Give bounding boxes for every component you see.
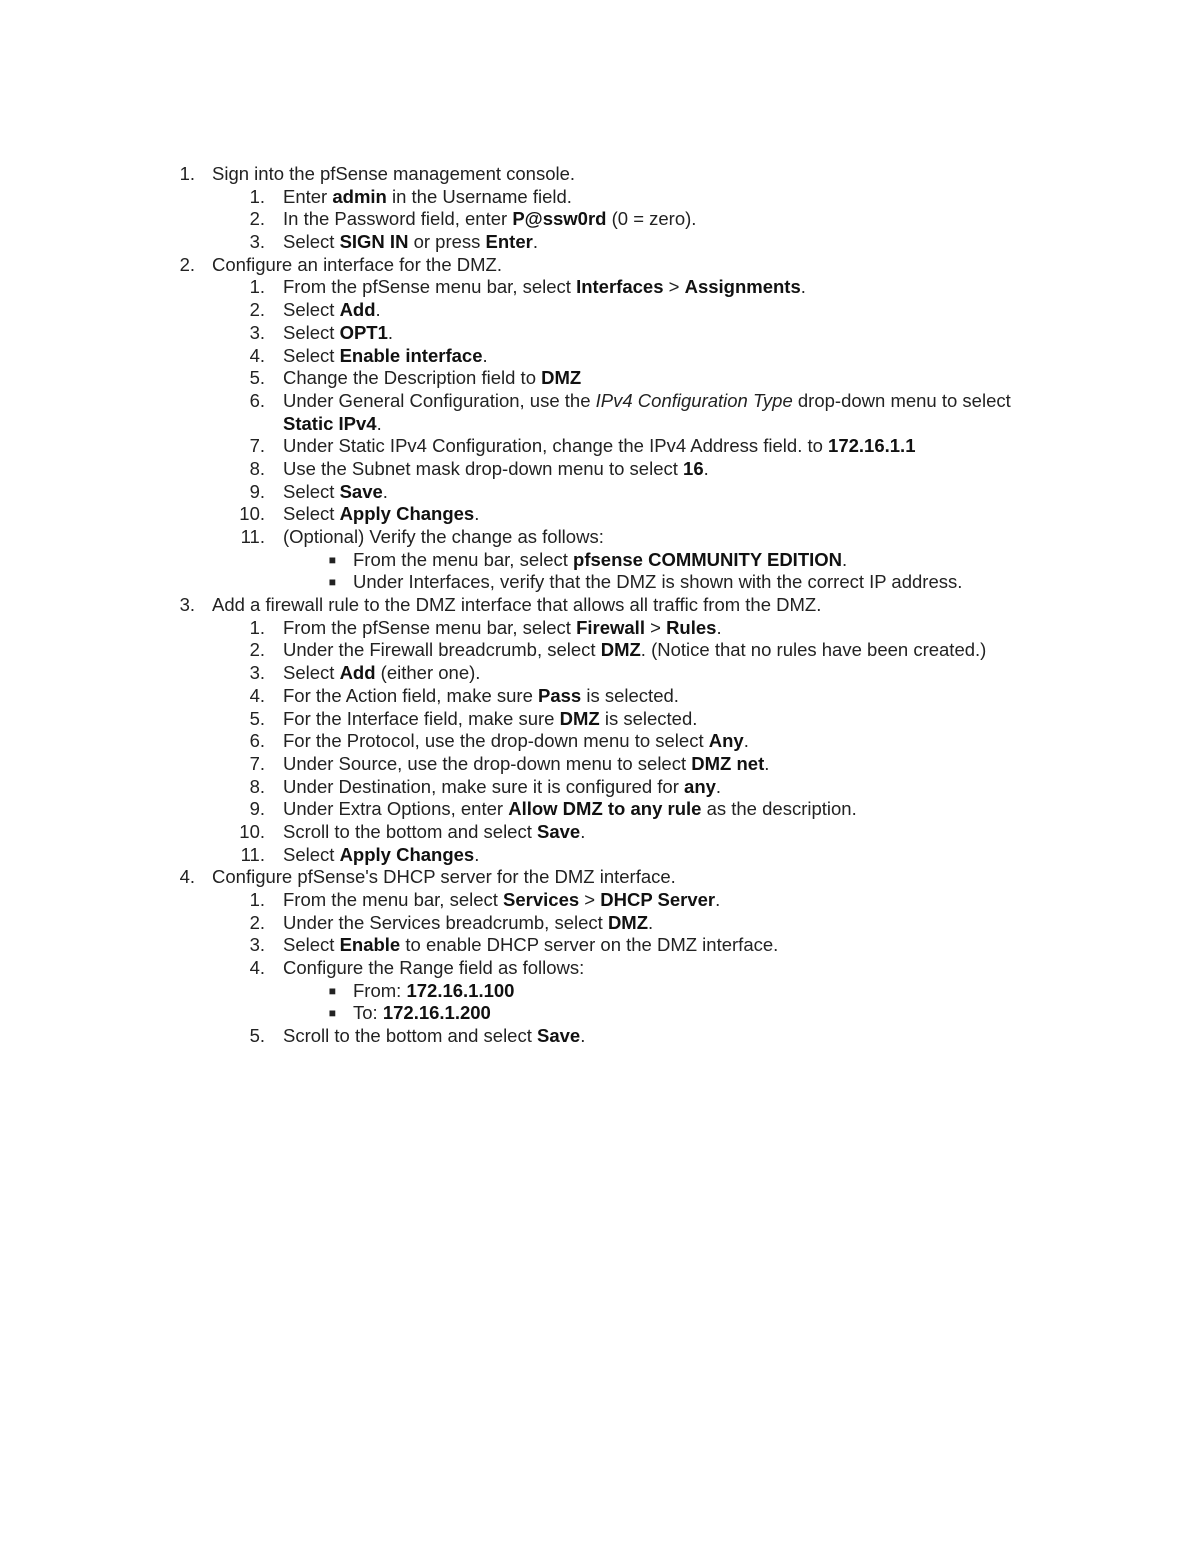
step-item bbox=[0, 1025, 1200, 1048]
step-item bbox=[0, 934, 1200, 957]
bold-term: DMZ bbox=[607, 911, 649, 933]
step-item bbox=[0, 367, 1200, 390]
text-run: . bbox=[474, 843, 480, 865]
step-item bbox=[0, 322, 1200, 345]
text-run: . (Notice that no rules have been created.) bbox=[640, 639, 987, 661]
text-run: For the Interface field, make sure bbox=[283, 707, 560, 729]
bold-term: Apply Changes bbox=[339, 843, 475, 865]
step-number: 10. bbox=[239, 820, 265, 842]
step-item bbox=[0, 231, 1200, 254]
step-text-continued bbox=[283, 413, 382, 436]
step-number: 4. bbox=[249, 344, 265, 366]
step-text bbox=[283, 276, 806, 299]
text-run: Under Interfaces, verify that the DMZ is shown with the correct IP address. bbox=[353, 571, 963, 593]
text-run: (0 = zero). bbox=[606, 208, 697, 230]
section-title: Add a firewall rule to the DMZ interface that allows all traffic from the DMZ. bbox=[212, 594, 822, 616]
step-item bbox=[0, 186, 1200, 209]
step-item bbox=[0, 639, 1200, 662]
step-text bbox=[283, 390, 1011, 413]
step-item bbox=[0, 730, 1200, 753]
bold-term: Firewall bbox=[576, 616, 645, 638]
step-number: 2. bbox=[249, 911, 265, 933]
bullet-text bbox=[353, 571, 962, 594]
step-text bbox=[283, 685, 679, 708]
text-run: . bbox=[716, 616, 722, 638]
step-number: 7. bbox=[249, 752, 265, 774]
section-item bbox=[0, 254, 1200, 277]
step-item bbox=[0, 662, 1200, 685]
text-run: . bbox=[648, 911, 654, 933]
step-number: 2. bbox=[249, 639, 265, 661]
text-run: . bbox=[387, 321, 394, 343]
step-item bbox=[0, 753, 1200, 776]
text-run: . bbox=[375, 299, 381, 321]
step-text bbox=[283, 821, 585, 844]
step-text bbox=[283, 322, 393, 345]
text-run: To: bbox=[353, 1002, 383, 1024]
step-text bbox=[283, 208, 696, 231]
text-run: . bbox=[474, 503, 480, 525]
text-run: Select bbox=[283, 480, 340, 502]
section-title: Configure an interface for the DMZ. bbox=[212, 253, 502, 275]
text-run: Under Destination, make sure it is configured for bbox=[283, 775, 685, 797]
step-text bbox=[283, 458, 709, 481]
step-number: 5. bbox=[249, 1025, 265, 1047]
bold-term: Save bbox=[537, 1025, 581, 1047]
text-run: Under General Configuration, use the bbox=[283, 389, 596, 411]
text-run: Enter bbox=[283, 185, 333, 207]
section-number: 2. bbox=[179, 253, 195, 275]
bold-term: Any bbox=[708, 730, 744, 752]
step-item bbox=[0, 912, 1200, 935]
step-number: 1. bbox=[249, 889, 265, 910]
step-continuation bbox=[0, 413, 1200, 436]
step-item bbox=[0, 390, 1200, 413]
text-run: Under the Firewall breadcrumb, select bbox=[283, 639, 601, 661]
step-number: 6. bbox=[249, 730, 265, 752]
text-run: From the menu bar, select bbox=[283, 889, 504, 910]
step-text bbox=[283, 753, 769, 776]
text-run: Scroll to the bottom and select bbox=[283, 1025, 537, 1047]
step-text bbox=[283, 299, 381, 322]
section-title: Sign into the pfSense management console. bbox=[212, 163, 576, 184]
step-item bbox=[0, 708, 1200, 731]
bold-term: Assignments bbox=[684, 276, 801, 298]
step-item bbox=[0, 435, 1200, 458]
text-run: or press bbox=[408, 231, 486, 253]
section-number: 4. bbox=[179, 866, 195, 888]
text-run: . bbox=[800, 276, 806, 298]
bold-term: OPT1 bbox=[339, 321, 388, 343]
step-item bbox=[0, 821, 1200, 844]
step-number: 4. bbox=[249, 957, 265, 979]
step-text bbox=[283, 435, 916, 458]
text-run: Use the Subnet mask drop-down menu to select bbox=[283, 457, 684, 479]
bold-term: DMZ net bbox=[691, 752, 765, 774]
text-run: Select bbox=[283, 662, 340, 684]
square-bullet-icon: ■ bbox=[328, 1006, 336, 1021]
text-run: Scroll to the bottom and select bbox=[283, 820, 537, 842]
section-title: Configure pfSense's DHCP server for the DMZ interface. bbox=[212, 866, 676, 888]
step-text bbox=[283, 503, 479, 526]
step-text bbox=[283, 1025, 585, 1048]
text-run: drop-down menu to select bbox=[792, 389, 1011, 411]
step-number: 2. bbox=[249, 299, 265, 321]
step-number: 9. bbox=[249, 798, 265, 820]
step-text bbox=[283, 934, 778, 957]
bold-term: SIGN IN bbox=[339, 231, 409, 253]
step-number: 8. bbox=[249, 775, 265, 797]
square-bullet-icon: ■ bbox=[328, 552, 336, 567]
section-number: 3. bbox=[179, 594, 195, 616]
bold-term: pfsense COMMUNITY EDITION bbox=[573, 548, 843, 570]
instruction-document bbox=[0, 163, 1200, 1048]
text-run: Under Extra Options, enter bbox=[283, 798, 509, 820]
italic-term: IPv4 Configuration Type bbox=[595, 389, 793, 411]
step-item bbox=[0, 844, 1200, 867]
step-number: 3. bbox=[249, 934, 265, 956]
text-run: . bbox=[842, 548, 848, 570]
sub-bullet-item bbox=[0, 1002, 1200, 1025]
step-text bbox=[283, 639, 986, 662]
sub-bullet-item bbox=[0, 980, 1200, 1003]
step-number: 3. bbox=[249, 321, 265, 343]
text-run: Under the Services breadcrumb, select bbox=[283, 911, 608, 933]
step-item bbox=[0, 957, 1200, 980]
text-run: to enable DHCP server on the DMZ interface. bbox=[400, 934, 779, 956]
step-item bbox=[0, 685, 1200, 708]
step-number: 1. bbox=[249, 616, 265, 638]
text-run: Select bbox=[283, 503, 340, 525]
bold-term: any bbox=[684, 775, 716, 797]
text-run: Select bbox=[283, 231, 340, 253]
bold-term: DHCP Server bbox=[600, 889, 716, 910]
bold-term: Interfaces bbox=[576, 276, 664, 298]
step-text bbox=[283, 345, 488, 368]
bold-term: Save bbox=[537, 820, 581, 842]
step-number: 4. bbox=[249, 684, 265, 706]
step-number: 7. bbox=[249, 435, 265, 457]
text-run: For the Action field, make sure bbox=[283, 684, 539, 706]
bold-term: Add bbox=[339, 299, 376, 321]
step-item bbox=[0, 276, 1200, 299]
bold-term: Static IPv4 bbox=[283, 412, 377, 434]
step-text bbox=[283, 957, 584, 980]
bold-term: 172.16.1.200 bbox=[382, 1002, 491, 1024]
square-bullet-icon: ■ bbox=[328, 575, 336, 590]
section-item bbox=[0, 163, 1200, 186]
bold-term: Rules bbox=[666, 616, 717, 638]
text-run: From the menu bar, select bbox=[353, 548, 574, 570]
bold-term: Enable bbox=[339, 934, 401, 956]
step-item bbox=[0, 458, 1200, 481]
text-run: > bbox=[644, 616, 667, 638]
section-item bbox=[0, 594, 1200, 617]
step-text bbox=[283, 798, 857, 821]
step-text bbox=[283, 617, 722, 640]
step-item bbox=[0, 299, 1200, 322]
text-run: . bbox=[703, 457, 709, 479]
bold-term: 16 bbox=[683, 457, 704, 479]
text-run: . bbox=[382, 480, 388, 502]
step-text bbox=[283, 662, 480, 685]
text-run: (either one). bbox=[375, 662, 481, 684]
step-item bbox=[0, 617, 1200, 640]
sub-bullet-item bbox=[0, 571, 1200, 594]
square-bullet-icon: ■ bbox=[328, 983, 336, 998]
text-run: is selected. bbox=[599, 707, 698, 729]
bold-term: DMZ bbox=[600, 639, 641, 661]
text-run: > bbox=[663, 276, 685, 298]
bold-term: 172.16.1.100 bbox=[406, 979, 515, 1001]
bold-term: Services bbox=[503, 889, 580, 910]
step-item bbox=[0, 889, 1200, 912]
text-run: Select bbox=[283, 299, 340, 321]
bullet-text bbox=[353, 980, 514, 1003]
text-run: . bbox=[482, 344, 488, 366]
step-text bbox=[283, 186, 572, 209]
step-item bbox=[0, 503, 1200, 526]
step-number: 3. bbox=[249, 231, 265, 253]
text-run: Select bbox=[283, 934, 340, 956]
text-run: Select bbox=[283, 344, 340, 366]
text-run: Under Source, use the drop-down menu to select bbox=[283, 752, 692, 774]
step-number: 10. bbox=[239, 503, 265, 525]
text-run: . bbox=[580, 820, 586, 842]
text-run: . bbox=[580, 1025, 586, 1047]
text-run: . bbox=[532, 231, 538, 253]
text-run: . bbox=[376, 412, 382, 434]
text-run: (Optional) Verify the change as follows: bbox=[283, 526, 604, 547]
text-run: . bbox=[743, 730, 749, 752]
step-text bbox=[283, 708, 697, 731]
text-run: Configure the Range field as follows: bbox=[283, 957, 585, 979]
text-run: as the description. bbox=[701, 798, 857, 820]
step-text bbox=[283, 844, 479, 867]
step-text bbox=[283, 912, 653, 935]
text-run: . bbox=[715, 889, 721, 910]
text-run: From the pfSense menu bar, select bbox=[283, 276, 577, 298]
text-run: > bbox=[579, 889, 601, 910]
text-run: in the Username field. bbox=[386, 185, 572, 207]
section-item bbox=[0, 866, 1200, 889]
step-text bbox=[283, 889, 720, 912]
step-item bbox=[0, 345, 1200, 368]
text-run: From the pfSense menu bar, select bbox=[283, 616, 577, 638]
step-number: 1. bbox=[249, 276, 265, 298]
step-item bbox=[0, 481, 1200, 504]
step-number: 9. bbox=[249, 480, 265, 502]
step-text bbox=[283, 231, 538, 254]
bold-term: Enter bbox=[485, 231, 533, 253]
step-number: 8. bbox=[249, 457, 265, 479]
text-run: . bbox=[715, 775, 722, 797]
text-run: . bbox=[764, 752, 770, 774]
bold-term: Save bbox=[339, 480, 383, 502]
bold-term: DMZ bbox=[541, 367, 582, 389]
bold-term: Enable interface bbox=[339, 344, 483, 366]
bold-term: 172.16.1.1 bbox=[828, 435, 916, 457]
sub-bullet-item bbox=[0, 549, 1200, 572]
step-item bbox=[0, 798, 1200, 821]
step-number: 5. bbox=[249, 367, 265, 389]
text-run: is selected. bbox=[581, 684, 679, 706]
step-text bbox=[283, 481, 388, 504]
step-number: 2. bbox=[249, 208, 265, 230]
bold-term: Apply Changes bbox=[339, 503, 475, 525]
bold-term: Pass bbox=[538, 684, 582, 706]
section-number: 1. bbox=[179, 163, 195, 184]
step-item bbox=[0, 208, 1200, 231]
step-number: 1. bbox=[249, 185, 265, 207]
bold-term: DMZ bbox=[559, 707, 600, 729]
bullet-text bbox=[353, 1002, 491, 1025]
step-text bbox=[283, 730, 749, 753]
step-item bbox=[0, 776, 1200, 799]
bold-term: Allow DMZ to any rule bbox=[508, 798, 702, 820]
text-run: Select bbox=[283, 843, 340, 865]
step-item bbox=[0, 526, 1200, 549]
text-run: Change the Description field to bbox=[283, 367, 542, 389]
bullet-text bbox=[353, 549, 847, 572]
bold-term: admin bbox=[332, 185, 387, 207]
bold-term: P@ssw0rd bbox=[512, 208, 607, 230]
step-text bbox=[283, 367, 581, 390]
step-number: 11. bbox=[240, 843, 265, 865]
step-text bbox=[283, 776, 721, 799]
bold-term: Add bbox=[339, 662, 376, 684]
text-run: In the Password field, enter bbox=[283, 208, 513, 230]
step-text bbox=[283, 526, 604, 549]
text-run: For the Protocol, use the drop-down menu to select bbox=[283, 730, 709, 752]
step-number: 11. bbox=[240, 526, 265, 547]
step-number: 6. bbox=[249, 389, 265, 411]
step-number: 3. bbox=[249, 662, 265, 684]
text-run: Select bbox=[283, 321, 340, 343]
step-number: 5. bbox=[249, 707, 265, 729]
text-run: From: bbox=[353, 979, 407, 1001]
text-run: Under Static IPv4 Configuration, change the IPv4 Address field. to bbox=[283, 435, 829, 457]
